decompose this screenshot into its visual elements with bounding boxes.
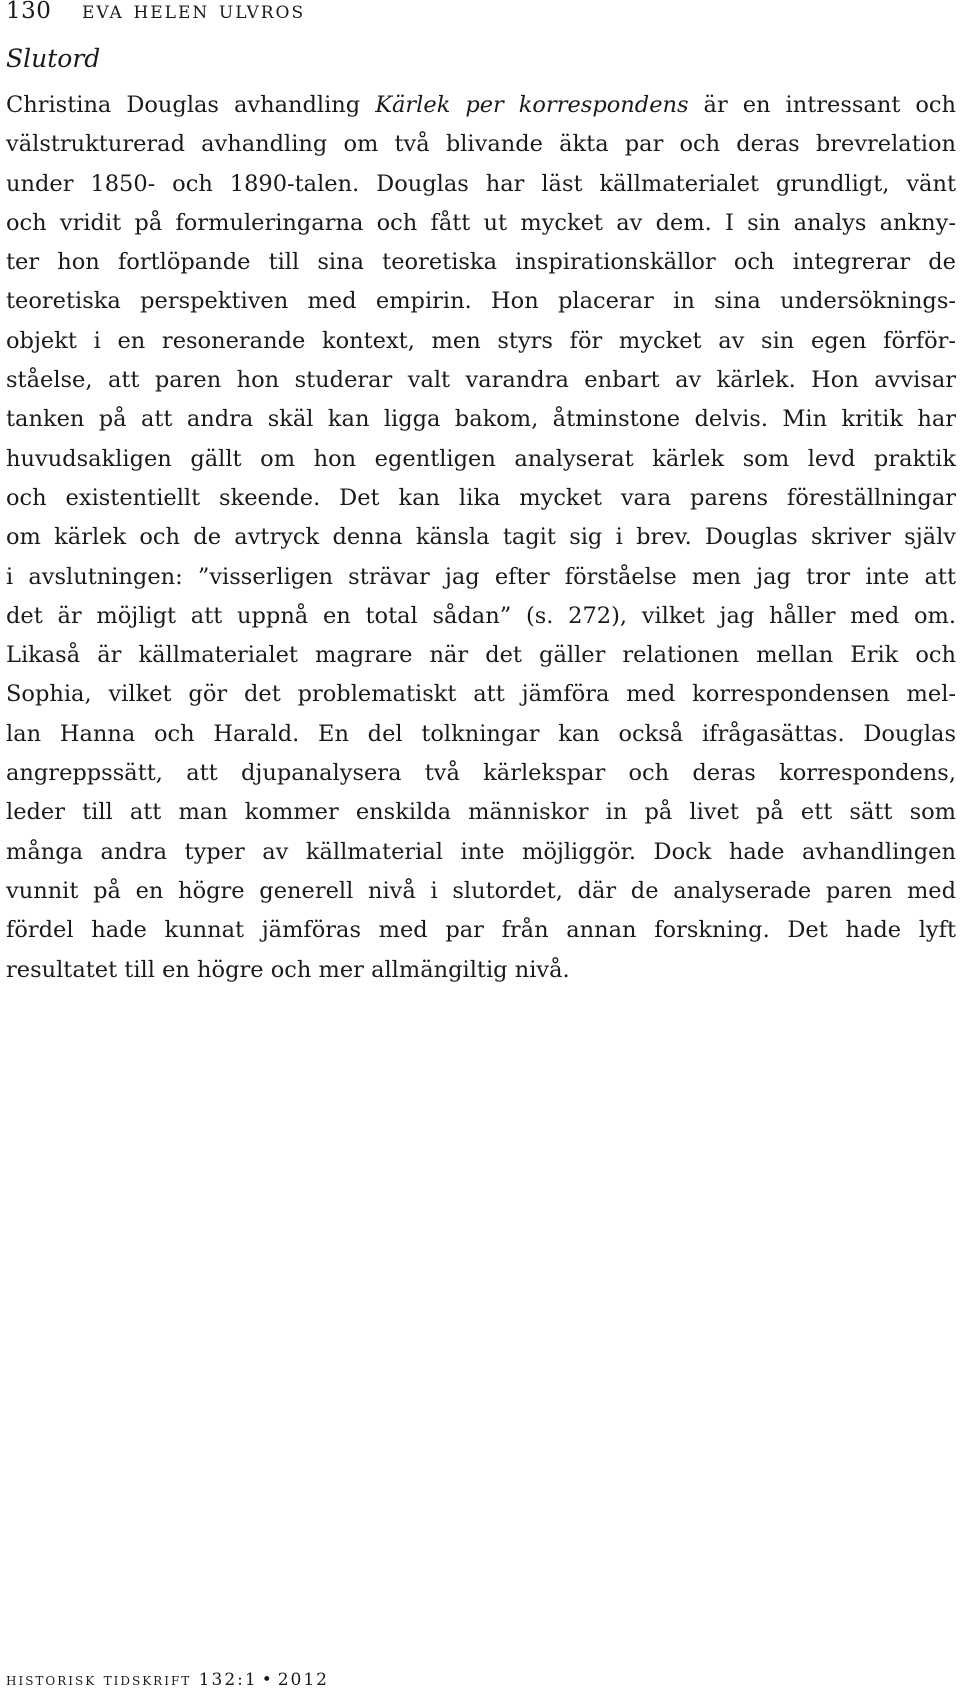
body-paragraph — [6, 86, 956, 990]
footer-journal-name: historisk tidskrift — [6, 1670, 192, 1690]
body-line — [6, 872, 956, 911]
body-text-segment: angreppssätt, att djupanalysera två kärlekspar och deras korrespondens, — [6, 760, 956, 787]
footer-issue: 132:1 — [198, 1670, 258, 1690]
body-line — [6, 125, 956, 164]
journal-footer — [6, 1670, 329, 1690]
body-line — [6, 204, 956, 243]
section-title: Slutord — [6, 44, 101, 73]
body-line — [6, 793, 956, 832]
body-text-segment: Sophia, vilket gör det problematiskt att jämföra med korrespondensen mel- — [6, 681, 956, 708]
body-line — [6, 636, 956, 675]
body-line — [6, 400, 956, 439]
body-line — [6, 833, 956, 872]
body-text-segment: lan Hanna och Harald. En del tolkningar kan också ifrågasättas. Douglas — [6, 720, 956, 747]
body-line — [6, 911, 956, 950]
body-line — [6, 243, 956, 282]
document-page — [6, 0, 956, 1693]
body-text-segment: många andra typer av källmaterial inte möjliggör. Dock hade avhandlingen — [6, 838, 956, 865]
body-line — [6, 479, 956, 518]
body-text-segment: teoretiska perspektiven med empirin. Hon placerar in sina undersöknings- — [6, 288, 956, 315]
body-text-segment: och existentiellt skeende. Det kan lika mycket vara parens föreställningar — [6, 484, 956, 511]
body-line — [6, 282, 956, 321]
body-text-segment: Likaså är källmaterialet magrare när det gäller relationen mellan Erik och — [6, 642, 956, 669]
body-text-segment: resultatet till en högre och mer allmängiltig nivå. — [6, 956, 570, 983]
body-text-segment: välstrukturerad avhandling om två blivande äkta par och deras brevrelation — [6, 131, 956, 158]
body-line — [6, 558, 956, 597]
body-text-segment: under 1850- och 1890-talen. Douglas har läst källmaterialet grundligt, vänt — [6, 170, 956, 197]
body-text-segment: huvudsakligen gällt om hon egentligen analyserat kärlek som levd praktik — [6, 445, 956, 472]
body-line — [6, 951, 956, 990]
body-text-segment: vunnit på en högre generell nivå i slutordet, där de analyserade paren med — [6, 877, 956, 904]
body-text-segment: ter hon fortlöpande till sina teoretiska inspirationskällor och integrerar de — [6, 249, 956, 276]
body-line — [6, 754, 956, 793]
body-line — [6, 322, 956, 361]
body-line — [6, 165, 956, 204]
body-line — [6, 675, 956, 714]
body-text-segment: Christina Douglas avhandling — [6, 92, 376, 118]
running-head — [6, 0, 305, 25]
page-number: 130 — [6, 0, 52, 24]
body-text-segment: ståelse, att paren hon studerar valt varandra enbart av kärlek. Hon avvisar — [6, 367, 956, 394]
body-text-segment: är en intressant och — [688, 92, 956, 118]
body-text-segment: fördel hade kunnat jämföras med par från annan forskning. Det hade lyft — [6, 917, 956, 944]
body-text-segment: och vridit på formuleringarna och fått ut mycket av dem. I sin analys ankny- — [6, 209, 956, 236]
footer-bullet: • — [261, 1670, 274, 1690]
body-text-segment: om kärlek och de avtryck denna känsla tagit sig i brev. Douglas skriver själv — [6, 524, 956, 551]
body-line — [6, 518, 956, 557]
body-line — [6, 86, 956, 125]
body-text-segment: det är möjligt att uppnå en total sådan” (s. 272), vilket jag håller med om. — [6, 602, 956, 629]
running-head-author: eva helen ulvros — [82, 0, 306, 24]
body-line — [6, 361, 956, 400]
body-text-segment: leder till att man kommer enskilda människor in på livet på ett sätt som — [6, 799, 956, 826]
book-title: Kärlek per korrespondens — [375, 92, 689, 118]
body-text-segment: i avslutningen: ”visserligen strävar jag efter förståelse men jag tror inte att — [6, 563, 956, 590]
body-text-segment: objekt i en resonerande kontext, men styrs för mycket av sin egen förför- — [6, 327, 956, 354]
body-line — [6, 715, 956, 754]
body-text-segment: tanken på att andra skäl kan ligga bakom, åtminstone delvis. Min kritik har — [6, 406, 956, 433]
body-line — [6, 597, 956, 636]
footer-year: 2012 — [277, 1670, 329, 1690]
body-line — [6, 440, 956, 479]
